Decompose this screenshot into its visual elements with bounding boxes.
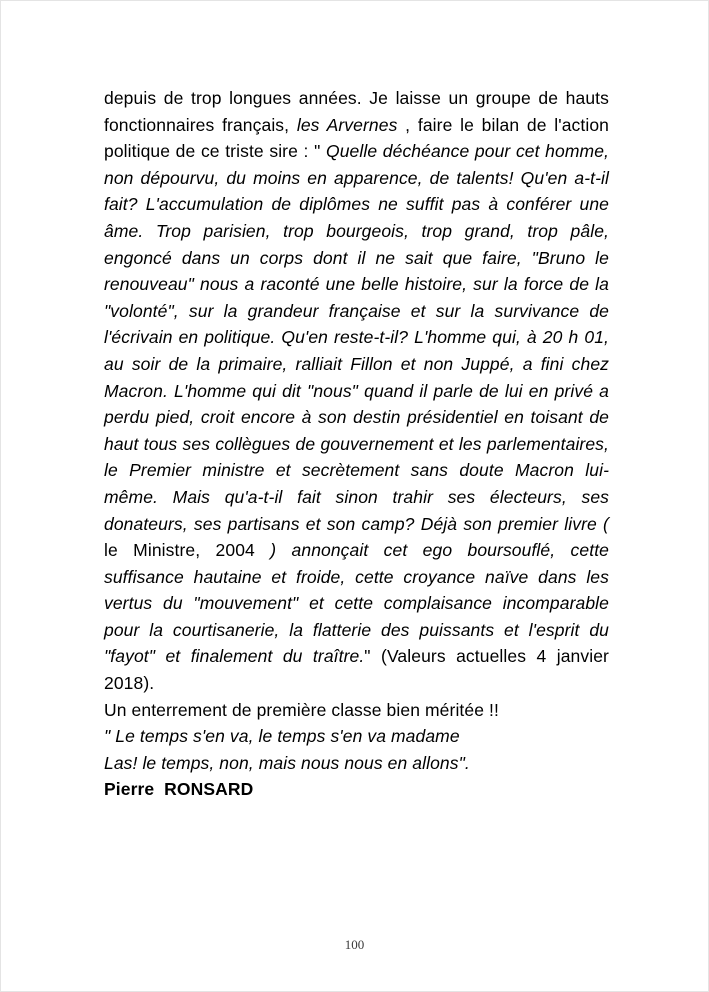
text-segment-bold: Pierre RONSARD: [104, 779, 254, 800]
text-segment-regular: , faire le bilan de l'action politique de ce triste sire : ": [104, 114, 609, 162]
text-segment-italic: Las! le temps, non, mais nous nous en allons".: [104, 752, 470, 773]
poem-line-1: [104, 723, 609, 750]
text-segment-regular: " (Valeurs actuelles 4 janvier 2018).: [104, 646, 609, 694]
text-block: [104, 85, 609, 803]
paragraph-critique: [104, 85, 609, 697]
text-segment-regular: Un enterrement de première classe bien méritée !!: [104, 699, 499, 720]
text-segment-italic: ) annonçait cet ego boursouflé, cette suffisance hautaine et froide, cette croyance naïve dans les vertus du "mouvement" et cette complaisance incomparable pour la courtisanerie, la flatterie des puissants et l'esprit du "fayot" et finalement du traître.: [104, 540, 609, 667]
text-segment-italic: " Le temps s'en va, le temps s'en va madame: [104, 726, 460, 747]
page-footer: [1, 937, 708, 953]
author-signature: [104, 776, 609, 803]
page-number: 100: [344, 937, 365, 952]
text-segment-regular: le Ministre, 2004: [104, 540, 255, 561]
text-segment-italic: les Arvernes: [296, 114, 398, 135]
text-segment-italic: Quelle déchéance pour cet homme, non dépourvu, du moins en apparence, de talents! Qu'en a-t-il fait? L'accumulation de diplômes ne suffit pas à conférer une âme. Trop parisien, trop bourgeois, trop grand, trop pâle, engoncé dans un corps dont il ne sait que faire, "Bruno le renouveau" nous a raconté une belle histoire, sur la force de la "volonté", sur la grandeur française et sur la survivance de l'écrivain en politique. Qu'en reste-t-il? L'homme qui, à 20 h 01, au soir de la primaire, ralliait Fillon et non Juppé, a fini chez Macron. L'homme qui dit "nous" quand il parle de lui en privé a perdu pied, croit encore à son destin présidentiel en toisant de haut tous ses collègues de gouvernement et les parlementaires, le Premier ministre et secrètement sans doute Macron lui-même. Mais qu'a-t-il fait sinon trahir ses électeurs, ses donateurs, ses partisans et son camp? Déjà son premier livre (: [104, 141, 609, 534]
paragraph-enterrement: [104, 697, 609, 724]
text-segment-regular: depuis de trop longues années. Je laisse un groupe de hauts fonctionnaires français,: [104, 88, 609, 135]
poem-line-2: [104, 750, 609, 777]
